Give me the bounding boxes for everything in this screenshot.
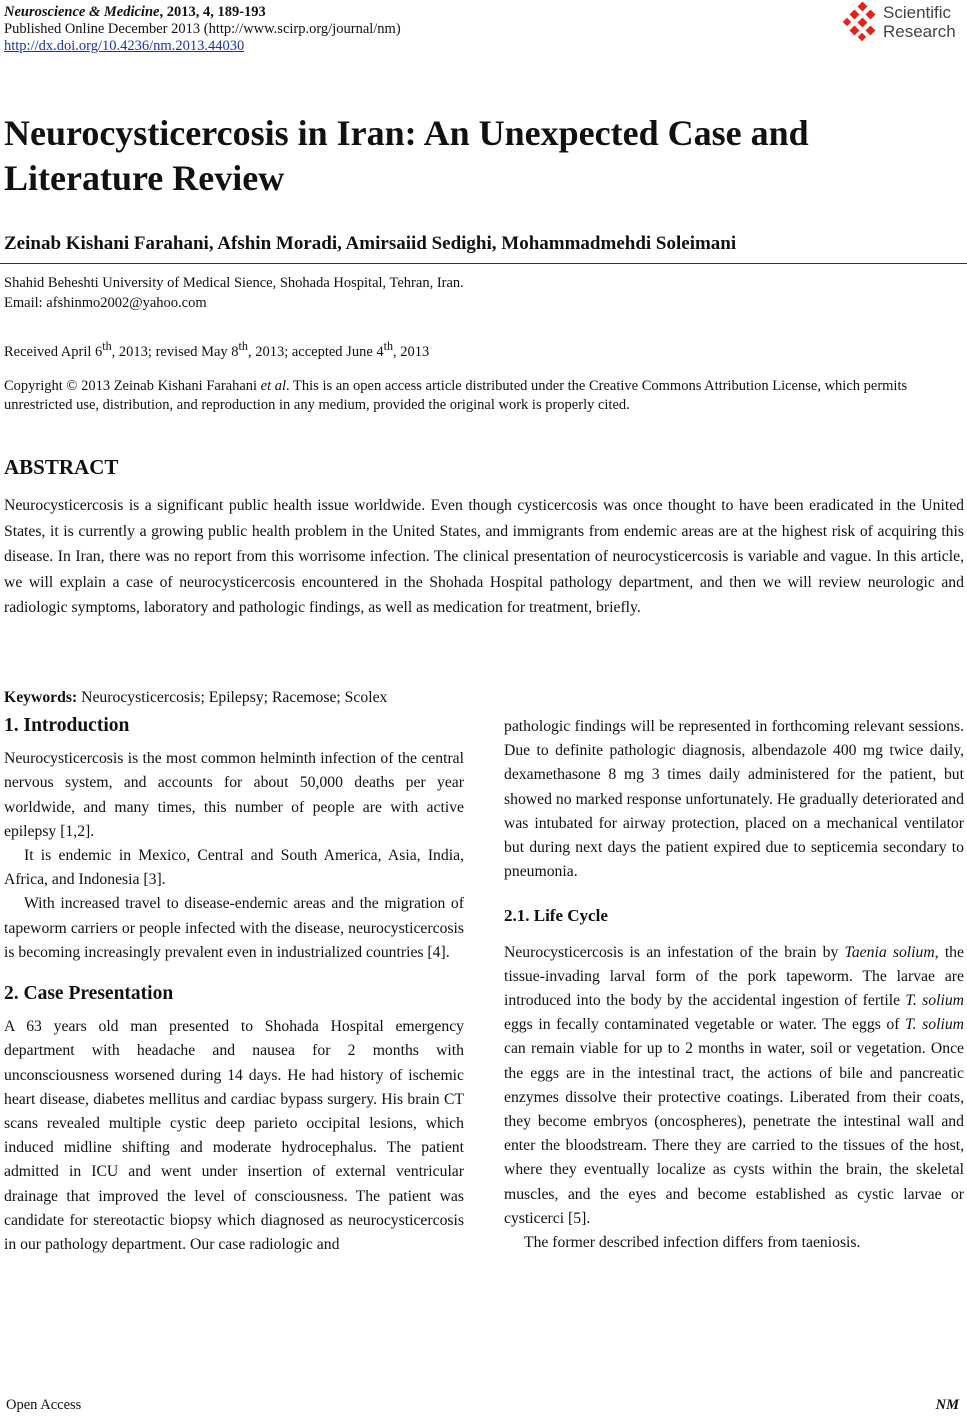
author-list: Zeinab Kishani Farahani, Afshin Moradi, Amirsaiid Sedighi, Mohammadmehdi Soleimani [4, 233, 737, 254]
published-line: Published Online December 2013 (http://www.scirp.org/journal/nm) [4, 21, 401, 37]
received-dates: Received April 6th, 2013; revised May 8th, 2013; accepted June 4th, 2013 [4, 339, 430, 360]
keywords-text: Neurocysticercosis; Epilepsy; Racemose; Scolex [77, 689, 388, 706]
doi-link[interactable]: http://dx.doi.org/10.4236/nm.2013.44030 [4, 38, 245, 54]
journal-header [4, 4, 401, 55]
journal-name: Neuroscience & Medicine [4, 4, 160, 20]
footer-journal-abbrev: NM [935, 1397, 959, 1413]
footer-open-access: Open Access [6, 1397, 82, 1413]
left-column [4, 714, 464, 1257]
paragraph: Neurocysticercosis is an infestation of the brain by Taenia solium, the tissue-invading larval form of the pork tapeworm. The larvae are introduced into the body by the accidental ingestion of fertile T. solium eggs in fecally contaminated vegetable or water. The eggs of T. solium can remain viable for up to 2 months in water, soil or vegetation. Once the eggs are in the intestinal tract, the actions of bile and pancreatic enzymes dissolve their protective coatings. Liberated from their coats, they become embryos (oncospheres), penetrate the intestinal wall and enter the bloodstream. There they are carried to the tissues of the host, where they eventually localize as cysts within the brain, the skeletal muscles, and the eyes and become established as cystic larvae or cysticerci [5]. [504, 943, 964, 1227]
section-heading-life-cycle: 2.1. Life Cycle [504, 906, 608, 926]
affiliation: Shahid Beheshti University of Medical Sience, Shohada Hospital, Tehran, Iran. [4, 275, 464, 291]
title-divider [0, 263, 967, 264]
section-heading-case-presentation: 2. Case Presentation [4, 983, 174, 1005]
keywords-label: Keywords: [4, 689, 78, 706]
section-heading-introduction: 1. Introduction [4, 715, 130, 736]
copyright-notice: Copyright © 2013 Zeinab Kishani Farahani et al. This is an open access article distributed under the Creative Commons Attribution License, which permits unrestricted use, distribution, and reproduction in any medium, provided the original work is properly cited. [4, 378, 908, 413]
logo-text-line2: Research [883, 22, 956, 41]
logo-text-line1: Scientific [883, 3, 952, 22]
journal-volume: , 2013, 4, 189-193 [159, 4, 266, 20]
paragraph: A 63 years old man presented to Shohada Hospital emergency department with headache and nausea for 2 months with unconsciousness worsened during 14 days. He had history of ischemic heart disease, diabetes mellitus and cardiac bypass surgery. His brain CT scans revealed multiple cystic deep parieto occipital lesions, which induced midline shifting and moderate hydrocephalus. The patient admitted in ICU and went under insertion of external ventricular drainage that improved the level of consciousness. The patient was candidate for stereotactic biopsy which diagnosed as neurocysticercosis in our pathology department. Our case radiologic and [4, 1018, 464, 1254]
logo-mark-icon [843, 2, 881, 42]
paragraph: The former described infection differs from taeniosis. [524, 1234, 861, 1252]
abstract-heading: ABSTRACT [4, 455, 119, 479]
paragraph: Neurocysticercosis is the most common helminth infection of the central nervous system, and accounts for about 50,000 deaths per year worldwide, and many times, this number of people are with active epilepsy [1,2]. [4, 750, 464, 840]
contact-email: Email: afshinmo2002@yahoo.com [4, 295, 207, 311]
right-column [504, 715, 964, 1255]
publisher-logo [843, 2, 961, 44]
paragraph: With increased travel to disease-endemic areas and the migration of tapeworm carriers or people infected with the disease, neurocysticercosis is becoming increasingly prevalent even in industrialized countries [4]. [4, 895, 464, 961]
abstract-body: Neurocysticercosis is a significant public health issue worldwide. Even though cysticercosis was once thought to have been eradicated in the United States, it is currently a growing public health problem in the United States, and immigrants from endemic areas are at the highest risk of acquiring this disease. In Iran, there was no report from this worrisome infection. The clinical presentation of neurocysticercosis is variable and vague. In this article, we will explain a case of neurocysticercosis encountered in the Shohada Hospital pathology department, and then we will review neurologic and radiologic symptoms, laboratory and pathologic findings, as well as medication for treatment, briefly. [4, 497, 964, 616]
paper-title: Neurocysticercosis in Iran: An Unexpected Case and Literature Review [4, 113, 809, 198]
keywords [4, 689, 387, 707]
paragraph: It is endemic in Mexico, Central and South America, Asia, India, Africa, and Indonesia [3]. [4, 847, 464, 889]
paragraph: pathologic findings will be represented in forthcoming relevant sessions. Due to definite pathologic diagnosis, albendazole 400 mg twice daily, dexamethasone 8 mg 3 times daily administered for the patient, but showed no marked response unfortunately. He gradually deteriorated and was intubated for airway protection, placed on a mechanical ventilator but during next days the patient expired due to septicemia secondary to pneumonia. [504, 718, 964, 881]
